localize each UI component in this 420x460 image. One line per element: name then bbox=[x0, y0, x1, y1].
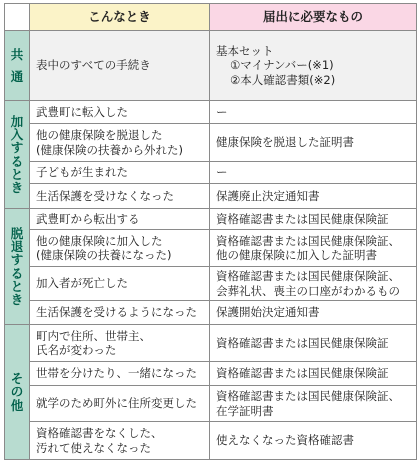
table-row bbox=[5, 301, 417, 325]
leave-when-1: 武豊町から転出する bbox=[30, 209, 210, 230]
table-row bbox=[5, 267, 417, 301]
leave-need-1: 資格確認書または国民健康保険証 bbox=[210, 209, 417, 230]
table-row bbox=[5, 101, 417, 124]
join-need-4: 保護廃止決定通知書 bbox=[210, 184, 417, 209]
basic-set-title: 基本セット bbox=[216, 43, 274, 58]
category-shared: 共 通 bbox=[5, 31, 30, 101]
table-row bbox=[5, 162, 417, 184]
leave-when-4: 生活保護を受けるようになった bbox=[30, 301, 210, 325]
header-need: 届出に必要なもの bbox=[210, 4, 417, 31]
shared-need bbox=[210, 31, 417, 101]
table-row bbox=[5, 422, 417, 460]
category-leave: 脱 退 す る と き bbox=[5, 209, 30, 325]
header-row bbox=[5, 4, 417, 31]
leave-when-2: 他の健康保険に加入した (健康保険の扶養になった) bbox=[30, 230, 210, 267]
table-row bbox=[5, 230, 417, 267]
table-row bbox=[5, 386, 417, 422]
join-when-3: 子どもが生まれた bbox=[30, 162, 210, 184]
category-other: そ の 他 bbox=[5, 325, 30, 460]
leave-when-3: 加入者が死亡した bbox=[30, 267, 210, 301]
other-need-2: 資格確認書または国民健康保険証 bbox=[210, 362, 417, 386]
basic-set-item-1: ①マイナンバー(※1) bbox=[230, 58, 334, 73]
leave-need-4: 保護開始決定通知書 bbox=[210, 301, 417, 325]
other-need-1: 資格確認書または国民健康保険証 bbox=[210, 325, 417, 362]
join-when-2: 他の健康保険を脱退した (健康保険の扶養から外れた) bbox=[30, 124, 210, 162]
join-need-1: ー bbox=[210, 101, 417, 124]
join-need-3: ー bbox=[210, 162, 417, 184]
table-row bbox=[5, 124, 417, 162]
other-need-4: 使えなくなった資格確認書 bbox=[210, 422, 417, 460]
basic-set-item-2: ②本人確認書類(※2) bbox=[230, 72, 336, 87]
table-row bbox=[5, 325, 417, 362]
shared-row bbox=[5, 31, 417, 101]
leave-need-2: 資格確認書または国民健康保険証、 他の健康保険に加入した証明書 bbox=[210, 230, 417, 267]
procedure-table bbox=[4, 3, 417, 460]
other-when-1: 町内で住所、世帯主、 氏名が変わった bbox=[30, 325, 210, 362]
other-need-3: 資格確認書または国民健康保険証、 在学証明書 bbox=[210, 386, 417, 422]
other-when-2: 世帯を分けたり、一緒になった bbox=[30, 362, 210, 386]
join-when-1: 武豊町に転入した bbox=[30, 101, 210, 124]
leave-need-3: 資格確認書または国民健康保険証、 会葬礼状、喪主の口座がわかるもの bbox=[210, 267, 417, 301]
header-corner bbox=[5, 4, 30, 31]
table-row bbox=[5, 209, 417, 230]
join-need-2: 健康保険を脱退した証明書 bbox=[210, 124, 417, 162]
other-when-4: 資格確認書をなくした、 汚れて使えなくなった bbox=[30, 422, 210, 460]
shared-when: 表中のすべての手続き bbox=[30, 31, 210, 101]
table-row bbox=[5, 362, 417, 386]
category-join: 加 入 す る と き bbox=[5, 101, 30, 209]
table-row bbox=[5, 184, 417, 209]
other-when-3: 就学のため町外に住所変更した bbox=[30, 386, 210, 422]
header-when: こんなとき bbox=[30, 4, 210, 31]
join-when-4: 生活保護を受けなくなった bbox=[30, 184, 210, 209]
